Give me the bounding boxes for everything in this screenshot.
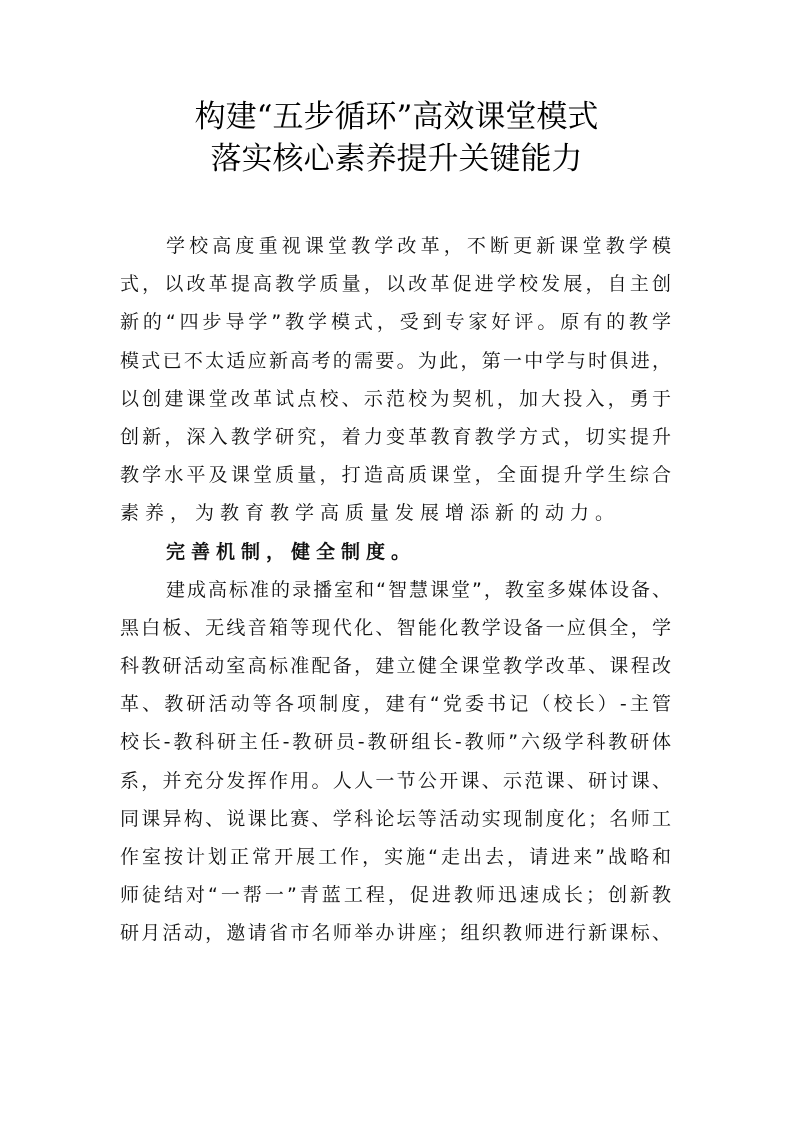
- text-line: 创新，深入教学研究，着力变革教育教学方式，切实提升: [120, 425, 673, 448]
- text-line: 作室按计划正常开展工作，实施“走出去，请进来”战略和: [120, 846, 673, 868]
- text-line: 师徒结对“一帮一”青蓝工程，促进教师迅速成长；创新教: [120, 884, 673, 907]
- document-title-line-1: 构建“五步循环”高效课堂模式: [194, 99, 599, 135]
- text-line: 研月活动，邀请省市名师举办讲座；组织教师进行新课标、: [120, 922, 673, 945]
- paragraph-intro: [120, 227, 673, 533]
- document-body: [120, 227, 673, 953]
- text-line: 校长-教科研主任-教研员-教研组长-教师”六级学科教研体: [120, 731, 673, 754]
- text-line: 革、教研活动等各项制度，建有“党委书记（校长）-主管: [120, 693, 673, 716]
- text-line: 同课异构、说课比赛、学科论坛等活动实现制度化；名师工: [120, 807, 673, 830]
- paragraph-mechanism: [120, 571, 673, 953]
- text-line: 新的“四步导学”教学模式，受到专家好评。原有的教学: [120, 311, 673, 334]
- section-heading: 完善机制，健全制度。: [166, 540, 417, 563]
- text-line: 教学水平及课堂质量，打造高质课堂，全面提升学生综合: [120, 464, 673, 487]
- document-title-line-2: 落实核心素养提升关键能力: [210, 141, 583, 177]
- text-line: 黑白板、无线音箱等现代化、智能化教学设备一应俱全，学: [120, 616, 673, 639]
- text-line: 科教研活动室高标准配备，建立健全课堂教学改革、课程改: [120, 655, 673, 678]
- text-line: 建成高标准的录播室和“智慧课堂”，教室多媒体设备、: [166, 578, 673, 601]
- text-line: 系，并充分发挥作用。人人一节公开课、示范课、研讨课、: [120, 769, 673, 792]
- text-line: 以创建课堂改革试点校、示范校为契机，加大投入，勇于: [120, 387, 673, 410]
- text-line: 学校高度重视课堂教学改革，不断更新课堂教学模: [166, 235, 673, 257]
- text-line: 式，以改革提高教学质量，以改革促进学校发展，自主创: [120, 273, 673, 296]
- text-line: 模式已不太适应新高考的需要。为此，第一中学与时俱进，: [120, 349, 673, 372]
- text-line: 素养，为教育教学高质量发展增添新的动力。: [120, 502, 621, 525]
